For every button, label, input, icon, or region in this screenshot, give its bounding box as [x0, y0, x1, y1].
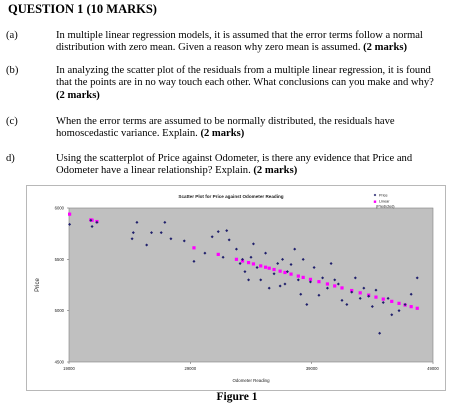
- trend-point: [382, 297, 385, 300]
- question-text: In multiple linear regression models, it is assumed that the error terms follow a normal distribution with zero mean. Given a reason why zero mean is assumed. (2 marks): [56, 30, 423, 54]
- trend-point: [410, 305, 413, 308]
- trend-point: [302, 276, 305, 279]
- trend-point: [192, 246, 195, 249]
- y-tick-label: 5500: [54, 256, 64, 262]
- trend-point: [340, 286, 343, 289]
- trend-point: [247, 261, 250, 264]
- x-axis-label: Odometer Reading: [232, 378, 270, 383]
- trend-point: [397, 302, 400, 305]
- question-text: In analyzing the scatter plot of the residuals from a multiple linear regression, it is found that the points are in no way touch each other. What conclusions can you make and why? (2 marks): [56, 65, 434, 101]
- page-title: QUESTION 1 (10 MARKS): [8, 2, 157, 16]
- legend: [374, 193, 396, 208]
- x-tick-label: 29000: [184, 366, 197, 371]
- marks-label: (2 marks): [363, 42, 407, 54]
- chart-title: Scatter Plot for Price against Odometer Reading: [178, 194, 284, 199]
- question-text: Using the scatterplot of Price against Odometer, is there any evidence that Price and Odometer have a linear relationship? Explain. (2 marks): [56, 153, 413, 177]
- scatter-plot: [27, 186, 445, 390]
- y-tick-label: 6000: [54, 205, 64, 211]
- trend-point: [68, 213, 71, 216]
- figure-chart: [26, 185, 446, 391]
- trend-point: [416, 307, 419, 310]
- marks-label: (2 marks): [253, 165, 298, 177]
- legend-label-price: Price: [379, 193, 388, 198]
- trend-point: [264, 266, 267, 269]
- trend-point: [235, 258, 238, 261]
- marks-label: (2 marks): [200, 128, 245, 140]
- legend-label-linear-cont: (Predicted): [376, 204, 395, 209]
- legend-marker-linear: [374, 201, 376, 203]
- trend-point: [333, 284, 336, 287]
- question-label: (a): [6, 30, 18, 41]
- trend-point: [217, 253, 220, 256]
- question-label: (b): [6, 65, 19, 76]
- trend-point: [317, 280, 320, 283]
- plot-area: [69, 208, 433, 362]
- y-tick-label: 5000: [54, 308, 64, 314]
- marks-label: (2 marks): [56, 89, 100, 101]
- trend-point: [374, 296, 377, 299]
- trend-point: [279, 270, 282, 273]
- y-axis-label: Price: [35, 278, 41, 292]
- trend-point: [252, 262, 255, 265]
- trend-point: [268, 267, 271, 270]
- trend-point: [259, 264, 262, 267]
- x-tick-label: 19000: [63, 366, 75, 371]
- trend-point: [359, 291, 362, 294]
- question-label: (c): [6, 116, 18, 127]
- trend-point: [283, 271, 286, 274]
- trend-point: [297, 274, 300, 277]
- x-tick-label: 39000: [305, 366, 318, 371]
- trend-point: [272, 268, 275, 271]
- legend-label-linear: Linear: [379, 199, 390, 204]
- x-tick-label: 49000: [427, 366, 439, 371]
- trend-point: [326, 282, 329, 285]
- question-text: When the error terms are assumed to be normally distributed, the residuals have homoscedastic variance. Explain. (2 marks): [56, 116, 395, 140]
- legend-marker-price: [374, 194, 377, 197]
- question-label: d): [6, 153, 15, 164]
- trend-point: [390, 300, 393, 303]
- trend-point: [289, 273, 292, 276]
- y-tick-label: 4500: [54, 359, 64, 365]
- figure-caption: Figure 1: [216, 391, 258, 403]
